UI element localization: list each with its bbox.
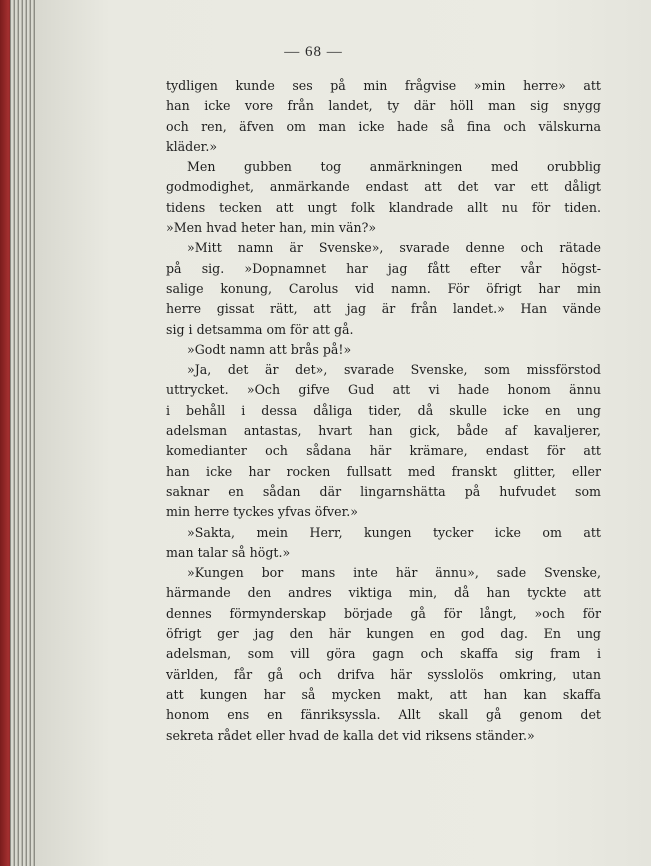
text-line: världen, får gå och drifva här sysslolös omkring, utan — [166, 666, 601, 682]
text-line: adelsman, som vill göra gagn och skaffa sig fram i — [166, 646, 601, 662]
paragraph — [166, 76, 601, 157]
text-line: härmande den andres viktiga min, då han tyckte att — [166, 585, 601, 601]
paragraph — [166, 157, 601, 238]
paragraph — [166, 238, 601, 339]
text-line: man talar så högt.» — [166, 544, 291, 560]
text-line: öfrigt ger jag den här kungen en god dag. En ung — [166, 626, 601, 642]
body-text — [166, 76, 601, 746]
paragraph — [166, 563, 601, 746]
text-line: att kungen har så mycken makt, att han kan skaffa — [166, 686, 601, 702]
text-line: herre gissat rätt, att jag är från landet.» Han vände — [166, 301, 601, 317]
book-page — [36, 0, 651, 866]
text-line: Men gubben tog anmärkningen med orubblig — [187, 159, 601, 175]
text-line: dennes förmynderskap började gå för långt, »och för — [166, 605, 601, 621]
text-line: på sig. »Dopnamnet har jag fått efter vår högst- — [166, 260, 601, 276]
text-line: »Ja, det är det», svarade Svenske, som missförstod — [187, 362, 601, 378]
text-line: uttrycket. »Och gifve Gud att vi hade honom ännu — [166, 382, 601, 398]
text-line: tydligen kunde ses på min frågvise »min herre» att — [166, 78, 601, 93]
paragraph — [166, 523, 601, 564]
text-line: »Men hvad heter han, min vän?» — [166, 220, 377, 236]
text-line: han icke har rocken fullsatt med franskt glitter, eller — [166, 463, 601, 479]
text-line: godmodighet, anmärkande endast att det var ett dåligt — [166, 179, 601, 195]
text-line: »Kungen bor mans inte här ännu», sade Svenske, — [187, 565, 601, 581]
text-line: komedianter och sådana här krämare, endast för att — [166, 443, 601, 459]
text-line: sig i detsamma om för att gå. — [166, 321, 354, 337]
text-line: »Godt namn att brås på!» — [187, 341, 352, 357]
page-number: — 68 — — [284, 44, 343, 60]
text-line: i behåll i dessa dåliga tider, då skulle icke en ung — [166, 402, 601, 418]
paragraph — [166, 340, 601, 360]
text-line: saknar en sådan där lingarnshätta på hufvudet som — [166, 483, 601, 499]
text-line: min herre tyckes yfvas öfver.» — [166, 504, 358, 520]
paragraph — [166, 360, 601, 522]
text-line: han icke vore från landet, ty där höll man sig snygg — [166, 98, 601, 114]
text-line: kläder.» — [166, 138, 218, 154]
text-line: salige konung, Carolus vid namn. För öfrigt har min — [166, 280, 601, 296]
text-line: honom ens en fänriksyssla. Allt skall gå genom det — [166, 707, 601, 723]
text-line: tidens tecken att ungt folk klandrade allt nu för tiden. — [166, 199, 601, 215]
text-line: sekreta rådet eller hvad de kalla det vid riksens ständer.» — [166, 727, 535, 743]
text-line: »Mitt namn är Svenske», svarade denne och rätade — [187, 240, 601, 256]
text-line: adelsman antastas, hvart han gick, både af kavaljerer, — [166, 423, 601, 439]
text-line: och ren, äfven om man icke hade så fina och välskurna — [166, 118, 601, 134]
text-line: »Sakta, mein Herr, kungen tycker icke om att — [187, 524, 601, 540]
